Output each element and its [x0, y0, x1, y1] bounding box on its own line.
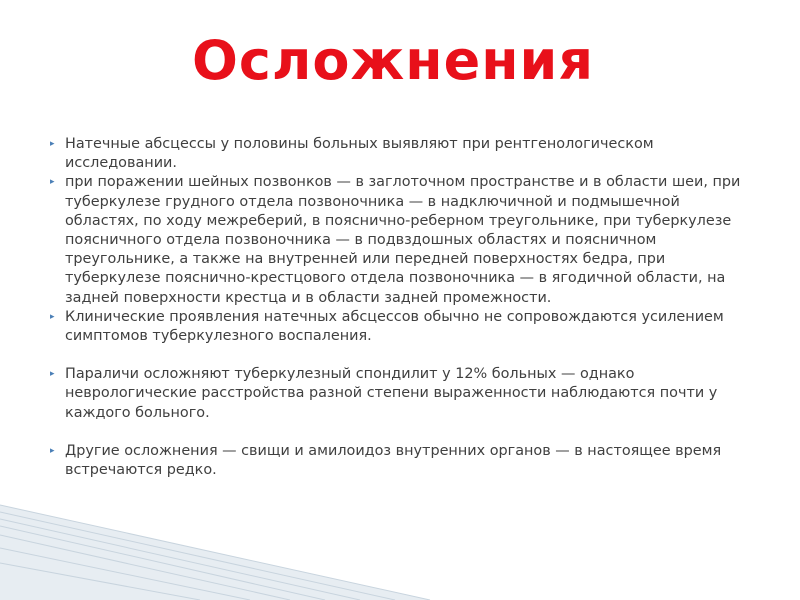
- bullet-item: [50, 135, 750, 173]
- bullet-arrow-icon: ▸: [50, 139, 55, 149]
- bullet-text: Натечные абсцессы у половины больных выявляют при рентгенологическом исследовании.: [65, 136, 654, 172]
- bullet-list: [50, 135, 750, 480]
- decorative-line: [0, 535, 290, 600]
- bullet-item: [50, 308, 750, 346]
- bullet-text: Параличи осложняют туберкулезный спондилит у 12% больных — однако неврологические расстройства разной степени выраженности наблюдаются почти у каждого больного.: [65, 366, 718, 421]
- decorative-line: [0, 563, 200, 600]
- bullet-arrow-icon: ▸: [50, 177, 55, 188]
- decorative-line: [0, 512, 395, 600]
- decorative-line: [0, 548, 250, 600]
- decorative-line: [0, 519, 360, 600]
- bullet-arrow-icon: ▸: [50, 445, 55, 456]
- slide-title: Осложнения: [191, 29, 595, 92]
- bullet-text: при поражении шейных позвонков — в заглоточном пространстве и в области шеи, при туберкулезе грудного отдела позвоночника — в надключичной и подмышечной областях, по ходу межреберий, в пояснично-реберном треугольнике, при туберкулезе поясничного отдела позвоночника — в подвздошных областях и поясничном треугольнике, а также на внутренней или передней поверхностях бедра, при туберкулезе пояснично-крестцового отдела позвоночника — в ягодичной области, на задней поверхности крестца и в области задней промежности.: [65, 174, 741, 306]
- bullet-item: [50, 365, 750, 423]
- decorative-wedge: [0, 505, 430, 600]
- decorative-line: [0, 505, 430, 600]
- bullet-item: [50, 173, 750, 307]
- decorative-line: [0, 526, 325, 600]
- bullet-arrow-icon: ▸: [50, 369, 55, 380]
- bullet-item: [50, 442, 750, 480]
- bullet-arrow-icon: ▸: [50, 311, 55, 322]
- bullet-text: Другие осложнения — свищи и амилоидоз внутренних органов — в настоящее время встречаются редко.: [65, 442, 722, 479]
- bullet-text: Клинические проявления натечных абсцессов обычно не сопровождаются усилением симптомов туберкулезного воспаления.: [65, 308, 724, 345]
